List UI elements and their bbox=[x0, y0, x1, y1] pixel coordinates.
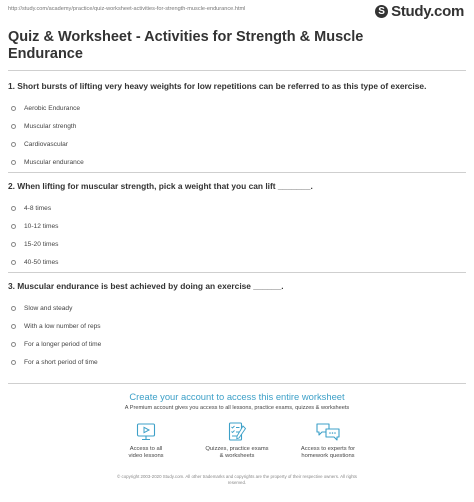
answer-option[interactable] bbox=[8, 199, 468, 217]
question-3 bbox=[8, 281, 468, 372]
question-text: 3. Muscular endurance is best achieved by doing an exercise ______. bbox=[8, 281, 284, 291]
feature-video-lessons bbox=[101, 421, 191, 460]
answer-options bbox=[8, 99, 468, 172]
option-label: For a short period of time bbox=[24, 359, 98, 367]
option-label: Muscular endurance bbox=[24, 159, 84, 167]
divider bbox=[8, 272, 466, 273]
feature-label: & worksheets bbox=[219, 453, 255, 459]
feature-label: homework questions bbox=[301, 453, 355, 459]
logo-mark-icon: S bbox=[375, 5, 388, 18]
logo-text: Study.com bbox=[391, 3, 464, 20]
answer-option[interactable] bbox=[8, 154, 468, 172]
copyright-line: © copyright 2003-2020 Study.com. All other trademarks and copyrights are the property of their respective owners. All rights bbox=[117, 474, 357, 479]
quiz-worksheet-icon bbox=[226, 421, 248, 443]
option-label: Aerobic Endurance bbox=[24, 104, 81, 112]
question-1 bbox=[8, 81, 468, 172]
radio-icon[interactable] bbox=[11, 206, 16, 211]
feature-label: Access to all bbox=[129, 446, 163, 452]
feature-label: video lessons bbox=[128, 453, 164, 459]
divider bbox=[8, 383, 466, 384]
answer-option[interactable] bbox=[8, 117, 468, 135]
option-label: For a longer period of time bbox=[24, 340, 102, 348]
answer-option[interactable] bbox=[8, 354, 468, 372]
feature-label: Quizzes, practice exams bbox=[205, 446, 269, 452]
answer-option[interactable] bbox=[8, 335, 468, 353]
option-label: With a low number of reps bbox=[24, 322, 101, 330]
premium-promo bbox=[0, 386, 474, 411]
option-label: 4-8 times bbox=[24, 204, 52, 212]
copyright-line: reserved. bbox=[227, 480, 247, 485]
answer-option[interactable] bbox=[8, 135, 468, 153]
radio-icon[interactable] bbox=[11, 106, 16, 111]
question-2 bbox=[8, 181, 468, 272]
option-label: Slow and steady bbox=[24, 304, 73, 312]
radio-icon[interactable] bbox=[11, 142, 16, 147]
study-logo[interactable] bbox=[375, 3, 464, 20]
radio-icon[interactable] bbox=[11, 124, 16, 129]
option-label: 10-12 times bbox=[24, 222, 59, 230]
feature-quizzes bbox=[192, 421, 282, 460]
expert-chat-icon bbox=[315, 421, 341, 443]
answer-option[interactable] bbox=[8, 217, 468, 235]
page-title: Quiz & Worksheet - Activities for Strength & Muscle Endurance bbox=[8, 29, 364, 62]
option-label: 15-20 times bbox=[24, 240, 59, 248]
page-header bbox=[0, 0, 474, 22]
video-lesson-icon bbox=[135, 421, 157, 443]
option-label: Muscular strength bbox=[24, 122, 77, 130]
feature-experts bbox=[283, 421, 373, 460]
radio-icon[interactable] bbox=[11, 160, 16, 165]
answer-option[interactable] bbox=[8, 299, 468, 317]
radio-icon[interactable] bbox=[11, 360, 16, 365]
radio-icon[interactable] bbox=[11, 324, 16, 329]
radio-icon[interactable] bbox=[11, 342, 16, 347]
answer-option[interactable] bbox=[8, 254, 468, 272]
option-label: 40-50 times bbox=[24, 259, 59, 267]
promo-title[interactable]: Create your account to access this entire worksheet bbox=[129, 391, 345, 402]
feature-label: Access to experts for bbox=[300, 446, 356, 452]
answer-options bbox=[8, 299, 468, 372]
question-text: 1. Short bursts of lifting very heavy weights for low repetitions can be referred to as this type of exercise. bbox=[8, 81, 427, 91]
promo-subtitle: A Premium account gives you access to all lessons, practice exams, quizzes & worksheets bbox=[124, 405, 350, 411]
option-label: Cardiovascular bbox=[24, 140, 68, 148]
answer-option[interactable] bbox=[8, 317, 468, 335]
answer-option[interactable] bbox=[8, 235, 468, 253]
radio-icon[interactable] bbox=[11, 224, 16, 229]
radio-icon[interactable] bbox=[11, 306, 16, 311]
radio-icon[interactable] bbox=[11, 242, 16, 247]
page-url: http://study.com/academy/practice/quiz-worksheet-activities-for-strength-muscle-endurance.html bbox=[8, 6, 246, 12]
question-text: 2. When lifting for muscular strength, pick a weight that you can lift _______. bbox=[8, 181, 313, 191]
answer-options bbox=[8, 199, 468, 272]
answer-option[interactable] bbox=[8, 99, 468, 117]
divider bbox=[8, 70, 466, 71]
divider bbox=[8, 172, 466, 173]
radio-icon[interactable] bbox=[11, 260, 16, 265]
copyright-footer bbox=[0, 474, 474, 486]
